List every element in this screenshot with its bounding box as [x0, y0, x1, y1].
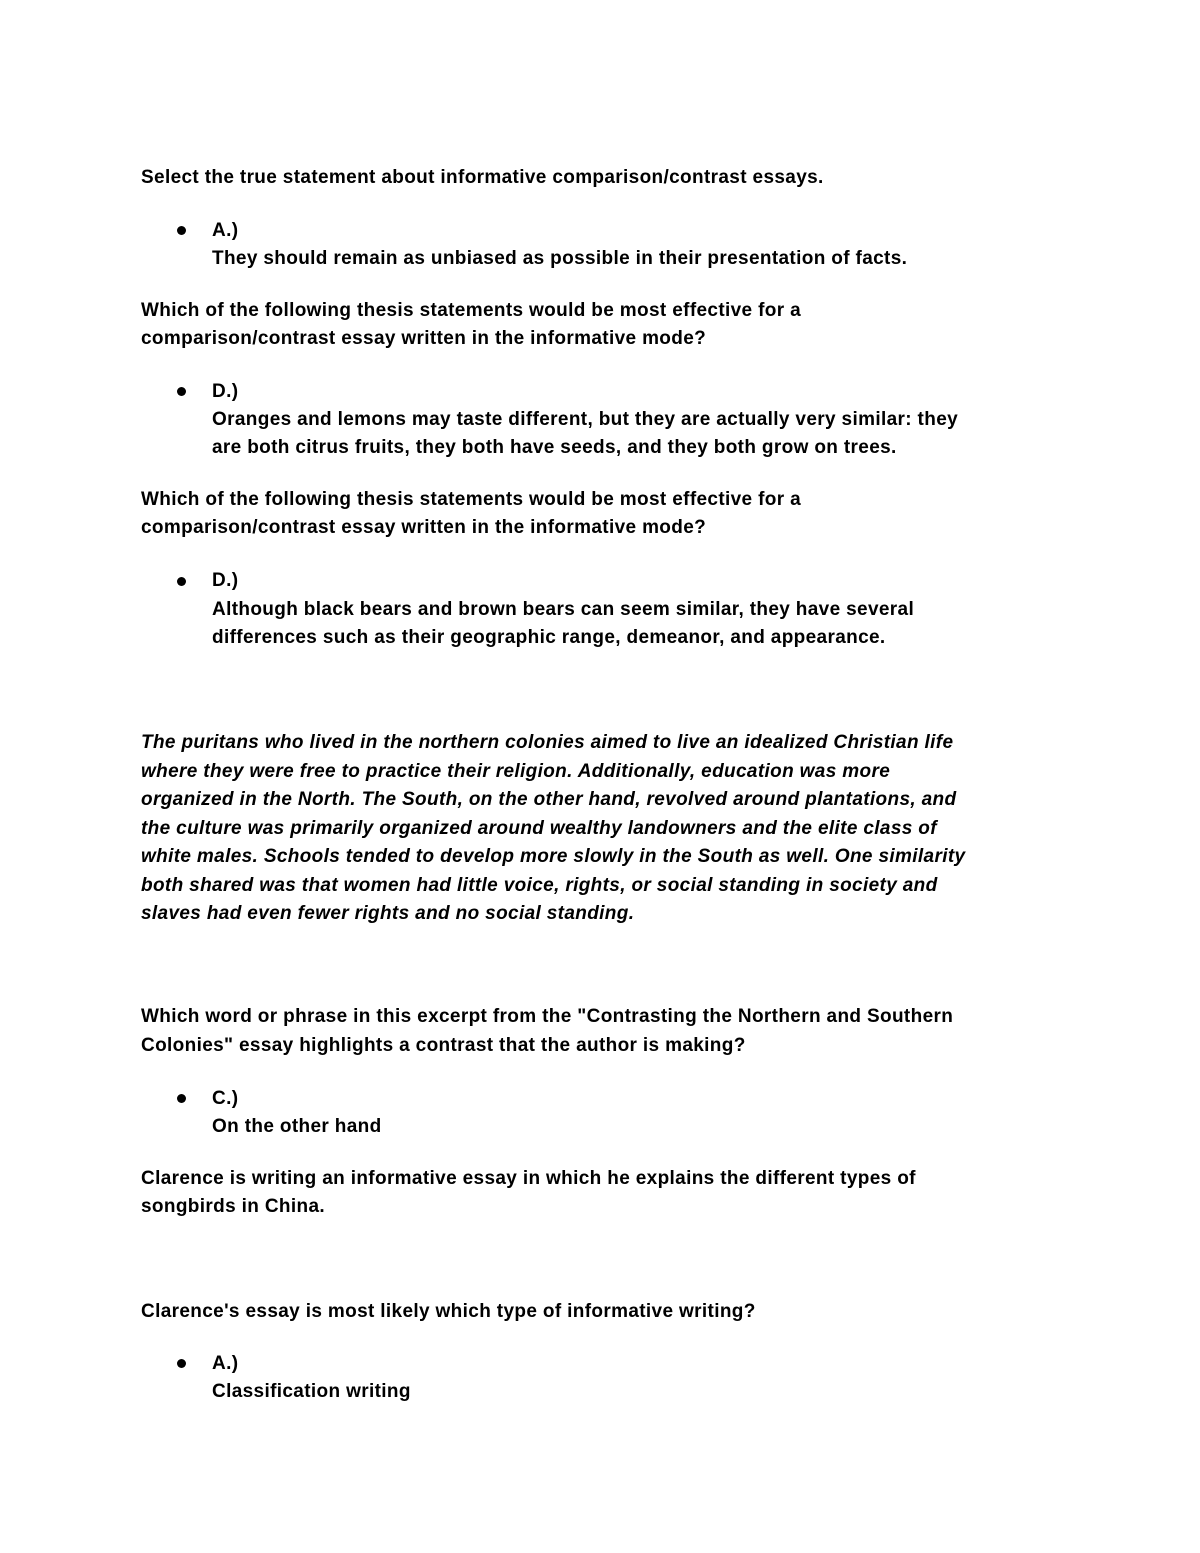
- context-5-line-1: Clarence is writing an informative essay in which he explains the different types of: [141, 1168, 916, 1189]
- question-3-line-1: Which of the following thesis statements would be most effective for a: [141, 489, 802, 510]
- question-4-line-2: Colonies" essay highlights a contrast that the author is making?: [141, 1035, 746, 1056]
- answer-5-line-1: Classification writing: [212, 1381, 411, 1402]
- answer-2-letter: D.): [212, 381, 239, 402]
- bullet-icon: [177, 577, 186, 586]
- essay-excerpt: [141, 729, 1061, 929]
- excerpt-line: organized in the North. The South, on the other hand, revolved around plantations, and: [141, 789, 957, 810]
- question-2-line-1: Which of the following thesis statements would be most effective for a: [141, 300, 802, 321]
- question-2-line-2: comparison/contrast essay written in the informative mode?: [141, 328, 707, 349]
- question-3-line-2: comparison/contrast essay written in the informative mode?: [141, 517, 707, 538]
- excerpt-line: The puritans who lived in the northern colonies aimed to live an idealized Christian life: [141, 732, 954, 753]
- answer-3-line-2: differences such as their geographic range, demeanor, and appearance.: [212, 627, 886, 648]
- bullet-icon: [177, 226, 186, 235]
- answer-1-letter: A.): [212, 220, 239, 241]
- excerpt-line: slaves had even fewer rights and no social standing.: [141, 903, 635, 924]
- excerpt-line: both shared was that women had little voice, rights, or social standing in society and: [141, 874, 938, 896]
- excerpt-line: where they were free to practice their religion. Additionally, education was more: [141, 760, 891, 782]
- bullet-icon: [177, 387, 186, 396]
- bullet-icon: [177, 1359, 186, 1368]
- question-5-line-1: Clarence's essay is most likely which type of informative writing?: [141, 1301, 756, 1322]
- answer-5-letter: A.): [212, 1353, 239, 1374]
- answer-4-line-1: On the other hand: [212, 1116, 382, 1137]
- answer-3-line-1: Although black bears and brown bears can seem similar, they have several: [212, 599, 915, 620]
- answer-4-letter: C.): [212, 1088, 239, 1109]
- question-4-line-1: Which word or phrase in this excerpt from the "Contrasting the Northern and Southern: [141, 1006, 954, 1027]
- question-1-line-1: Select the true statement about informative comparison/contrast essays.: [141, 167, 824, 188]
- answer-3-letter: D.): [212, 570, 239, 591]
- answer-2-line-1: Oranges and lemons may taste different, but they are actually very similar: they: [212, 409, 959, 430]
- bullet-icon: [177, 1094, 186, 1103]
- excerpt-line: the culture was primarily organized around wealthy landowners and the elite class of: [141, 817, 937, 839]
- answer-1-line-1: They should remain as unbiased as possible in their presentation of facts.: [212, 248, 908, 269]
- answer-2-line-2: are both citrus fruits, they both have seeds, and they both grow on trees.: [212, 437, 897, 458]
- context-5-line-2: songbirds in China.: [141, 1196, 325, 1217]
- excerpt-line: white males. Schools tended to develop more slowly in the South as well. One similarity: [141, 846, 966, 867]
